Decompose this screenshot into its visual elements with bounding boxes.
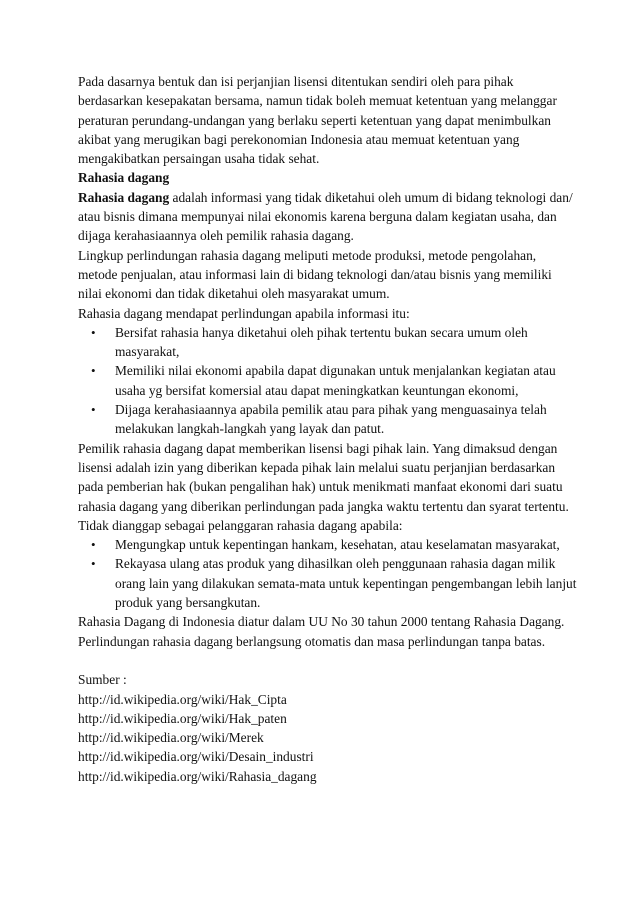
- sumber-link: http://id.wikipedia.org/wiki/Desain_industri: [78, 749, 314, 765]
- list-item: • Rekayasa ulang atas produk yang dihasilkan oleh penggunaan rahasia dagan milik orang lain yang dilakukan semata-mata untuk kepentingan pengembangan lebih lanjut produk yang bersangkutan.: [115, 554, 578, 612]
- list-item: • Dijaga kerahasiaannya apabila pemilik atau para pihak yang menguasainya telah melakukan langkah-langkah yang layak dan patut.: [115, 400, 578, 439]
- sumber-link: http://id.wikipedia.org/wiki/Hak_paten: [78, 710, 287, 726]
- sumber-label: Sumber :: [78, 672, 127, 688]
- list-pelanggaran: [78, 535, 578, 612]
- sumber-link: http://id.wikipedia.org/wiki/Rahasia_dagang: [78, 768, 317, 784]
- paragraph-uu: Rahasia Dagang di Indonesia diatur dalam UU No 30 tahun 2000 tentang Rahasia Dagang.: [78, 614, 565, 630]
- sumber-link: http://id.wikipedia.org/wiki/Merek: [78, 730, 264, 746]
- list-syarat: [78, 323, 578, 439]
- paragraph-syarat-intro: Rahasia dagang mendapat perlindungan apabila informasi itu:: [78, 305, 410, 321]
- list-item: • Memiliki nilai ekonomi apabila dapat digunakan untuk menjalankan kegiatan atau usaha yg bersifat komersial atau dapat meningkatkan keuntungan ekonomi,: [115, 361, 578, 400]
- list-item: • Bersifat rahasia hanya diketahui oleh pihak tertentu bukan secara umum oleh masyarakat,: [115, 323, 578, 362]
- paragraph-definisi: [78, 188, 578, 246]
- definition-term: Rahasia dagang: [78, 189, 170, 205]
- paragraph-lingkup: Lingkup perlindungan rahasia dagang meliputi metode produksi, metode pengolahan, metode penjualan, atau informasi lain di bidang teknologi dan/atau bisnis yang memiliki nilai ekonomi dan tidak diketahui oleh masyarakat umum.: [78, 247, 552, 302]
- sumber-list: [78, 690, 578, 786]
- blank-line: [78, 651, 578, 670]
- paragraph-pelanggaran-intro: Tidak dianggap sebagai pelanggaran rahasia dagang apabila:: [78, 517, 403, 533]
- sumber-link: http://id.wikipedia.org/wiki/Hak_Cipta: [78, 691, 287, 707]
- paragraph-pemilik: Pemilik rahasia dagang dapat memberikan lisensi bagi pihak lain. Yang dimaksud dengan lisensi adalah izin yang diberikan kepada pihak lain melalui suatu perjanjian berdasarkan pada pemberian hak (bukan pengalihan hak) untuk menikmati manfaat ekonomi dari suatu rahasia dagang yang diberikan perlindungan pada jangka waktu tertentu dan syarat tertentu.: [78, 440, 569, 514]
- list-item: • Mengungkap untuk kepentingan hankam, kesehatan, atau keselamatan masyarakat,: [115, 535, 578, 554]
- definition-text: adalah informasi yang tidak diketahui oleh umum di bidang teknologi dan/ atau bisnis dimana mempunyai nilai ekonomis karena berguna dalam kegiatan usaha, dan dijaga kerahasiaannya oleh pemilik rahasia dagang.: [78, 189, 573, 244]
- heading-rahasia-dagang: Rahasia dagang: [78, 170, 170, 186]
- paragraph-lisensi: Pada dasarnya bentuk dan isi perjanjian lisensi ditentukan sendiri oleh para pihak berdasarkan kesepakatan bersama, namun tidak boleh memuat ketentuan yang melanggar peraturan perundang-undangan yang berlaku seperti ketentuan yang dapat menimbulkan akibat yang merugikan bagi perekonomian Indonesia atau memuat ketentuan yang mengakibatkan persaingan usaha tidak sehat.: [78, 74, 557, 167]
- paragraph-otomatis: Perlindungan rahasia dagang berlangsung otomatis dan masa perlindungan tanpa batas.: [78, 633, 546, 649]
